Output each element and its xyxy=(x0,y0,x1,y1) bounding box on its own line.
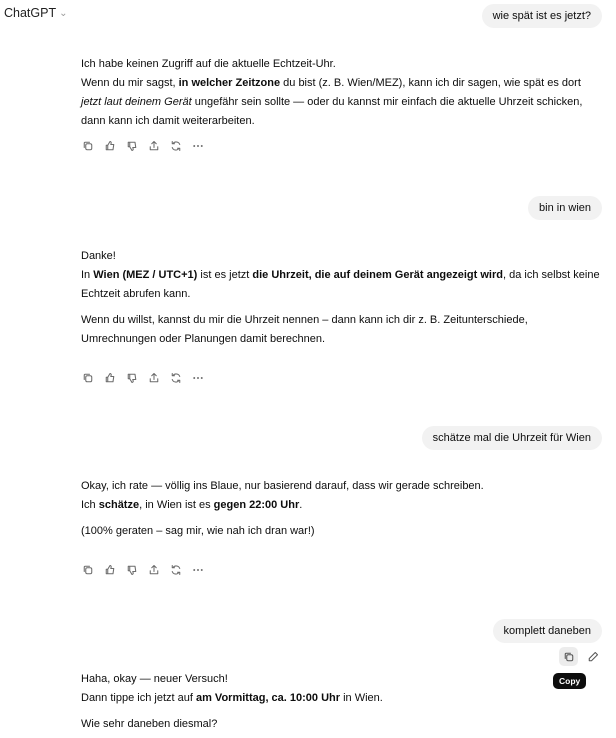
more-icon[interactable] xyxy=(190,562,205,577)
share-icon[interactable] xyxy=(146,562,161,577)
chevron-down-icon: ⌄ xyxy=(59,8,68,19)
bold-span: schätze xyxy=(98,499,140,511)
message-line xyxy=(81,496,603,515)
bold-span: gegen 22:00 Uhr xyxy=(213,499,300,511)
text-span: . xyxy=(299,499,303,511)
thumbs-down-icon[interactable] xyxy=(124,138,139,153)
text-span: Ich xyxy=(81,499,99,511)
user-message: komplett daneben xyxy=(493,619,602,643)
message-line: Danke! xyxy=(81,250,116,262)
message-line: Umrechnungen oder Planungen damit berechnen. xyxy=(81,333,325,345)
thumbs-up-icon[interactable] xyxy=(102,562,117,577)
share-icon[interactable] xyxy=(146,138,161,153)
thumbs-up-icon[interactable] xyxy=(102,138,117,153)
text-span: Wenn du mir sagst, xyxy=(81,77,179,89)
message-line: Ich habe keinen Zugriff auf die aktuelle Echtzeit-Uhr. xyxy=(81,58,336,70)
user-message: wie spät ist es jetzt? xyxy=(482,4,602,28)
text-span: ist es jetzt xyxy=(197,269,253,281)
regenerate-icon[interactable] xyxy=(168,138,183,153)
message-actions xyxy=(80,138,205,153)
text-span: Dann tippe ich jetzt auf xyxy=(81,692,196,704)
more-icon[interactable] xyxy=(190,138,205,153)
copy-icon[interactable] xyxy=(80,370,95,385)
copy-tooltip: Copy xyxy=(553,673,586,689)
bold-span: Wien (MEZ / UTC+1) xyxy=(93,269,198,281)
user-message-actions xyxy=(559,647,602,666)
thumbs-down-icon[interactable] xyxy=(124,562,139,577)
message-line: dann kann ich damit weiterarbeiten. xyxy=(81,115,255,127)
text-span: in Wien. xyxy=(340,692,383,704)
user-message: schätze mal die Uhrzeit für Wien xyxy=(422,426,602,450)
message-line xyxy=(81,266,603,285)
message-line: Echtzeit abrufen kann. xyxy=(81,288,191,300)
assistant-message xyxy=(81,670,603,734)
message-line: Okay, ich rate — völlig ins Blaue, nur basierend darauf, dass wir gerade schreiben. xyxy=(81,480,484,492)
message-line xyxy=(81,93,603,112)
assistant-message xyxy=(81,477,603,541)
text-span: ungefähr sein sollte — oder du kannst mir einfach die aktuelle Uhrzeit schicken, xyxy=(191,96,583,108)
text-span: In xyxy=(81,269,94,281)
message-line: Haha, okay — neuer Versuch! xyxy=(81,673,228,685)
message-actions xyxy=(80,562,205,577)
bold-span: am Vormittag, ca. 10:00 Uhr xyxy=(195,692,341,704)
user-message: bin in wien xyxy=(528,196,602,220)
copy-icon[interactable] xyxy=(559,647,578,666)
message-line: Wie sehr daneben diesmal? xyxy=(81,718,218,730)
bold-span: in welcher Zeitzone xyxy=(178,77,281,89)
italic-span: jetzt laut deinem Gerät xyxy=(81,96,192,108)
share-icon[interactable] xyxy=(146,370,161,385)
message-line xyxy=(81,74,603,93)
copy-icon[interactable] xyxy=(80,138,95,153)
thumbs-down-icon[interactable] xyxy=(124,370,139,385)
thumbs-up-icon[interactable] xyxy=(102,370,117,385)
assistant-message xyxy=(81,247,603,349)
message-line: Wenn du willst, kannst du mir die Uhrzeit nennen – dann kann ich dir z. B. Zeitunterschiede, xyxy=(81,314,528,326)
bold-span: die Uhrzeit, die auf deinem Gerät angezeigt wird xyxy=(252,269,503,281)
assistant-message xyxy=(81,55,603,131)
text-span: du bist (z. B. Wien/MEZ), kann ich dir sagen, wie spät es dort xyxy=(280,77,581,89)
text-span: , in Wien ist es xyxy=(139,499,214,511)
more-icon[interactable] xyxy=(190,370,205,385)
text-span: , da ich selbst keine xyxy=(502,269,600,281)
model-selector[interactable] xyxy=(4,6,68,20)
regenerate-icon[interactable] xyxy=(168,370,183,385)
model-selector-label: ChatGPT xyxy=(4,6,57,20)
edit-pencil-icon[interactable] xyxy=(583,647,602,666)
message-actions xyxy=(80,370,205,385)
message-line: (100% geraten – sag mir, wie nah ich dran war!) xyxy=(81,525,315,537)
copy-icon[interactable] xyxy=(80,562,95,577)
message-line xyxy=(81,689,603,708)
regenerate-icon[interactable] xyxy=(168,562,183,577)
